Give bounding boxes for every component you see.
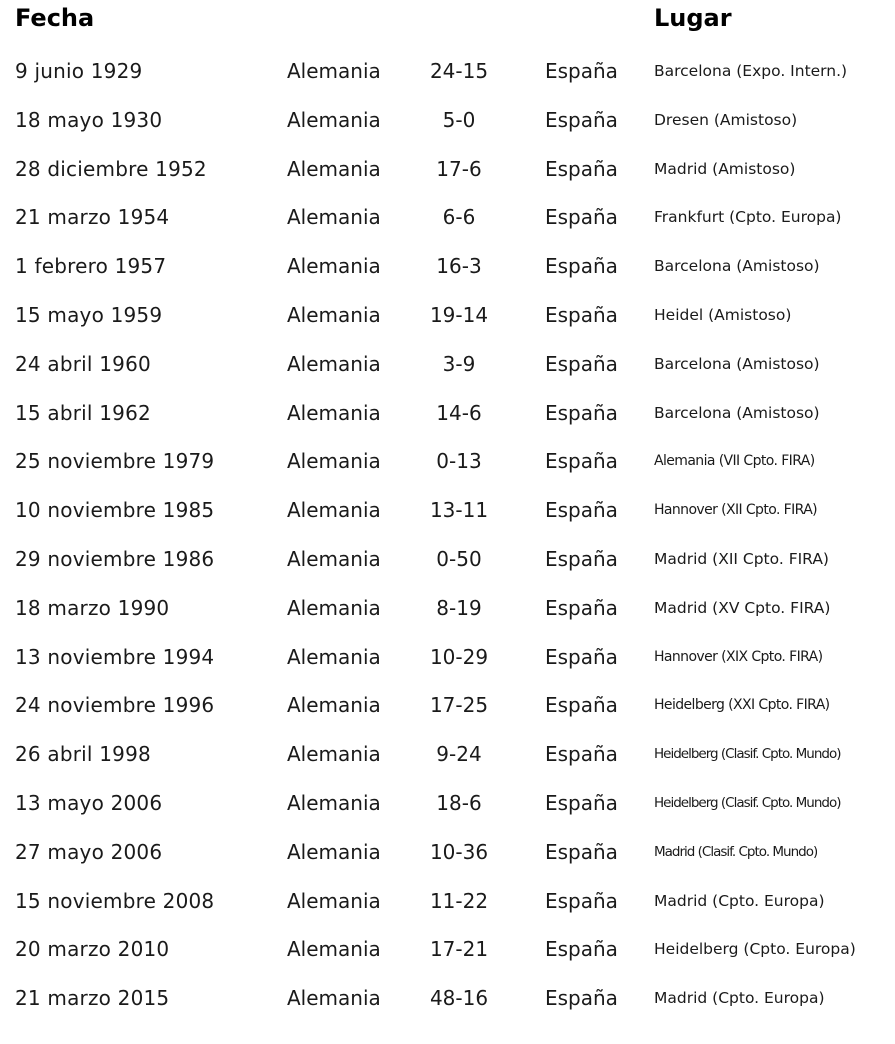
table-row bbox=[0, 681, 895, 730]
away-team-cell: España bbox=[545, 254, 618, 279]
table-row bbox=[0, 47, 895, 96]
venue-cell: Heidelberg (Cpto. Europa) bbox=[654, 940, 856, 959]
home-team-cell: Alemania bbox=[287, 693, 381, 718]
home-team-cell: Alemania bbox=[287, 595, 381, 620]
table-row bbox=[0, 486, 895, 535]
home-team-cell: Alemania bbox=[287, 644, 381, 669]
score-cell: 19-14 bbox=[429, 302, 489, 327]
venue-cell: Madrid (Cpto. Europa) bbox=[654, 989, 825, 1008]
date-cell: 24 noviembre 1996 bbox=[15, 693, 215, 718]
table-row bbox=[0, 925, 895, 974]
home-team-cell: Alemania bbox=[287, 742, 381, 767]
away-team-cell: España bbox=[545, 937, 618, 962]
home-team-cell: Alemania bbox=[287, 986, 381, 1011]
date-cell: 13 mayo 2006 bbox=[15, 790, 163, 815]
away-team-cell: España bbox=[545, 693, 618, 718]
table-row bbox=[0, 193, 895, 242]
date-cell: 10 noviembre 1985 bbox=[15, 498, 215, 523]
home-team-cell: Alemania bbox=[287, 888, 381, 913]
score-cell: 17-6 bbox=[436, 156, 482, 181]
home-team-cell: Alemania bbox=[287, 839, 381, 864]
date-cell: 15 abril 1962 bbox=[15, 400, 151, 425]
away-team-cell: España bbox=[545, 400, 618, 425]
home-team-cell: Alemania bbox=[287, 59, 381, 83]
score-cell: 9-24 bbox=[436, 742, 482, 767]
score-cell: 11-22 bbox=[429, 888, 489, 913]
venue-cell: Barcelona (Amistoso) bbox=[654, 257, 820, 276]
venue-cell: Hannover (XII Cpto. FIRA) bbox=[654, 502, 818, 519]
home-team-cell: Alemania bbox=[287, 546, 381, 571]
home-team-cell: Alemania bbox=[287, 400, 381, 425]
date-cell: 18 marzo 1990 bbox=[15, 595, 170, 620]
table-row bbox=[0, 242, 895, 291]
date-cell: 21 marzo 2015 bbox=[15, 986, 170, 1011]
venue-cell: Madrid (Cpto. Europa) bbox=[654, 891, 825, 910]
venue-cell: Hannover (XIX Cpto. FIRA) bbox=[654, 648, 823, 665]
date-cell: 15 mayo 1959 bbox=[15, 302, 163, 327]
date-cell: 18 mayo 1930 bbox=[15, 107, 163, 132]
away-team-cell: España bbox=[545, 498, 618, 523]
table-row bbox=[0, 779, 895, 828]
date-cell: 9 junio 1929 bbox=[15, 59, 143, 83]
away-team-cell: España bbox=[545, 546, 618, 571]
away-team-cell: España bbox=[545, 742, 618, 767]
home-team-cell: Alemania bbox=[287, 302, 381, 327]
score-cell: 24-15 bbox=[429, 59, 489, 83]
away-team-cell: España bbox=[545, 986, 618, 1011]
table-row bbox=[0, 974, 895, 1023]
home-team-cell: Alemania bbox=[287, 498, 381, 523]
score-cell: 10-36 bbox=[429, 839, 489, 864]
score-cell: 18-6 bbox=[436, 790, 482, 815]
home-team-cell: Alemania bbox=[287, 351, 381, 376]
away-team-cell: España bbox=[545, 644, 618, 669]
away-team-cell: España bbox=[545, 449, 618, 474]
score-cell: 10-29 bbox=[429, 644, 489, 669]
score-cell: 6-6 bbox=[442, 205, 476, 230]
venue-cell: Heidelberg (Clasif. Cpto. Mundo) bbox=[654, 794, 841, 811]
venue-cell: Heidelberg (XXI Cpto. FIRA) bbox=[654, 697, 830, 714]
table-row bbox=[0, 535, 895, 584]
venue-cell: Madrid (Clasif. Cpto. Mundo) bbox=[654, 843, 818, 860]
score-cell: 17-25 bbox=[429, 693, 489, 718]
score-cell: 48-16 bbox=[429, 986, 489, 1011]
date-cell: 13 noviembre 1994 bbox=[15, 644, 215, 669]
venue-cell: Dresen (Amistoso) bbox=[654, 110, 798, 129]
table-row bbox=[0, 96, 895, 145]
header-lugar: Lugar bbox=[654, 4, 732, 32]
score-cell: 0-13 bbox=[436, 449, 482, 474]
home-team-cell: Alemania bbox=[287, 107, 381, 132]
away-team-cell: España bbox=[545, 59, 618, 83]
score-cell: 16-3 bbox=[436, 254, 482, 279]
home-team-cell: Alemania bbox=[287, 156, 381, 181]
table-row bbox=[0, 389, 895, 438]
venue-cell: Barcelona (Amistoso) bbox=[654, 354, 820, 373]
away-team-cell: España bbox=[545, 156, 618, 181]
venue-cell: Madrid (Amistoso) bbox=[654, 159, 796, 178]
home-team-cell: Alemania bbox=[287, 790, 381, 815]
score-cell: 0-50 bbox=[436, 546, 482, 571]
away-team-cell: España bbox=[545, 888, 618, 913]
venue-cell: Madrid (XII Cpto. FIRA) bbox=[654, 549, 829, 568]
home-team-cell: Alemania bbox=[287, 449, 381, 474]
date-cell: 25 noviembre 1979 bbox=[15, 449, 215, 474]
table-row bbox=[0, 877, 895, 926]
score-cell: 5-0 bbox=[442, 107, 476, 132]
table-row bbox=[0, 340, 895, 389]
score-cell: 8-19 bbox=[436, 595, 482, 620]
score-cell: 3-9 bbox=[442, 351, 476, 376]
date-cell: 15 noviembre 2008 bbox=[15, 888, 215, 913]
header-fecha: Fecha bbox=[15, 4, 95, 32]
table-row bbox=[0, 584, 895, 633]
away-team-cell: España bbox=[545, 595, 618, 620]
date-cell: 20 marzo 2010 bbox=[15, 937, 170, 962]
home-team-cell: Alemania bbox=[287, 205, 381, 230]
date-cell: 26 abril 1998 bbox=[15, 742, 151, 767]
table-row bbox=[0, 828, 895, 877]
date-cell: 1 febrero 1957 bbox=[15, 254, 167, 279]
venue-cell: Heidel (Amistoso) bbox=[654, 305, 792, 324]
venue-cell: Heidelberg (Clasif. Cpto. Mundo) bbox=[654, 746, 841, 763]
away-team-cell: España bbox=[545, 302, 618, 327]
score-cell: 13-11 bbox=[429, 498, 489, 523]
table-row bbox=[0, 633, 895, 682]
venue-cell: Barcelona (Expo. Intern.) bbox=[654, 62, 848, 80]
score-cell: 17-21 bbox=[429, 937, 489, 962]
score-cell: 14-6 bbox=[436, 400, 482, 425]
match-rows bbox=[0, 47, 895, 1023]
date-cell: 29 noviembre 1986 bbox=[15, 546, 215, 571]
home-team-cell: Alemania bbox=[287, 254, 381, 279]
table-row bbox=[0, 437, 895, 486]
venue-cell: Madrid (XV Cpto. FIRA) bbox=[654, 598, 831, 617]
home-team-cell: Alemania bbox=[287, 937, 381, 962]
date-cell: 21 marzo 1954 bbox=[15, 205, 170, 230]
table-row bbox=[0, 730, 895, 779]
away-team-cell: España bbox=[545, 351, 618, 376]
table-row bbox=[0, 291, 895, 340]
table-row bbox=[0, 145, 895, 194]
date-cell: 28 diciembre 1952 bbox=[15, 156, 207, 181]
venue-cell: Frankfurt (Cpto. Europa) bbox=[654, 208, 842, 227]
away-team-cell: España bbox=[545, 839, 618, 864]
away-team-cell: España bbox=[545, 205, 618, 230]
venue-cell: Barcelona (Amistoso) bbox=[654, 403, 820, 422]
away-team-cell: España bbox=[545, 790, 618, 815]
date-cell: 24 abril 1960 bbox=[15, 351, 151, 376]
venue-cell: Alemania (VII Cpto. FIRA) bbox=[654, 453, 815, 470]
away-team-cell: España bbox=[545, 107, 618, 132]
date-cell: 27 mayo 2006 bbox=[15, 839, 163, 864]
